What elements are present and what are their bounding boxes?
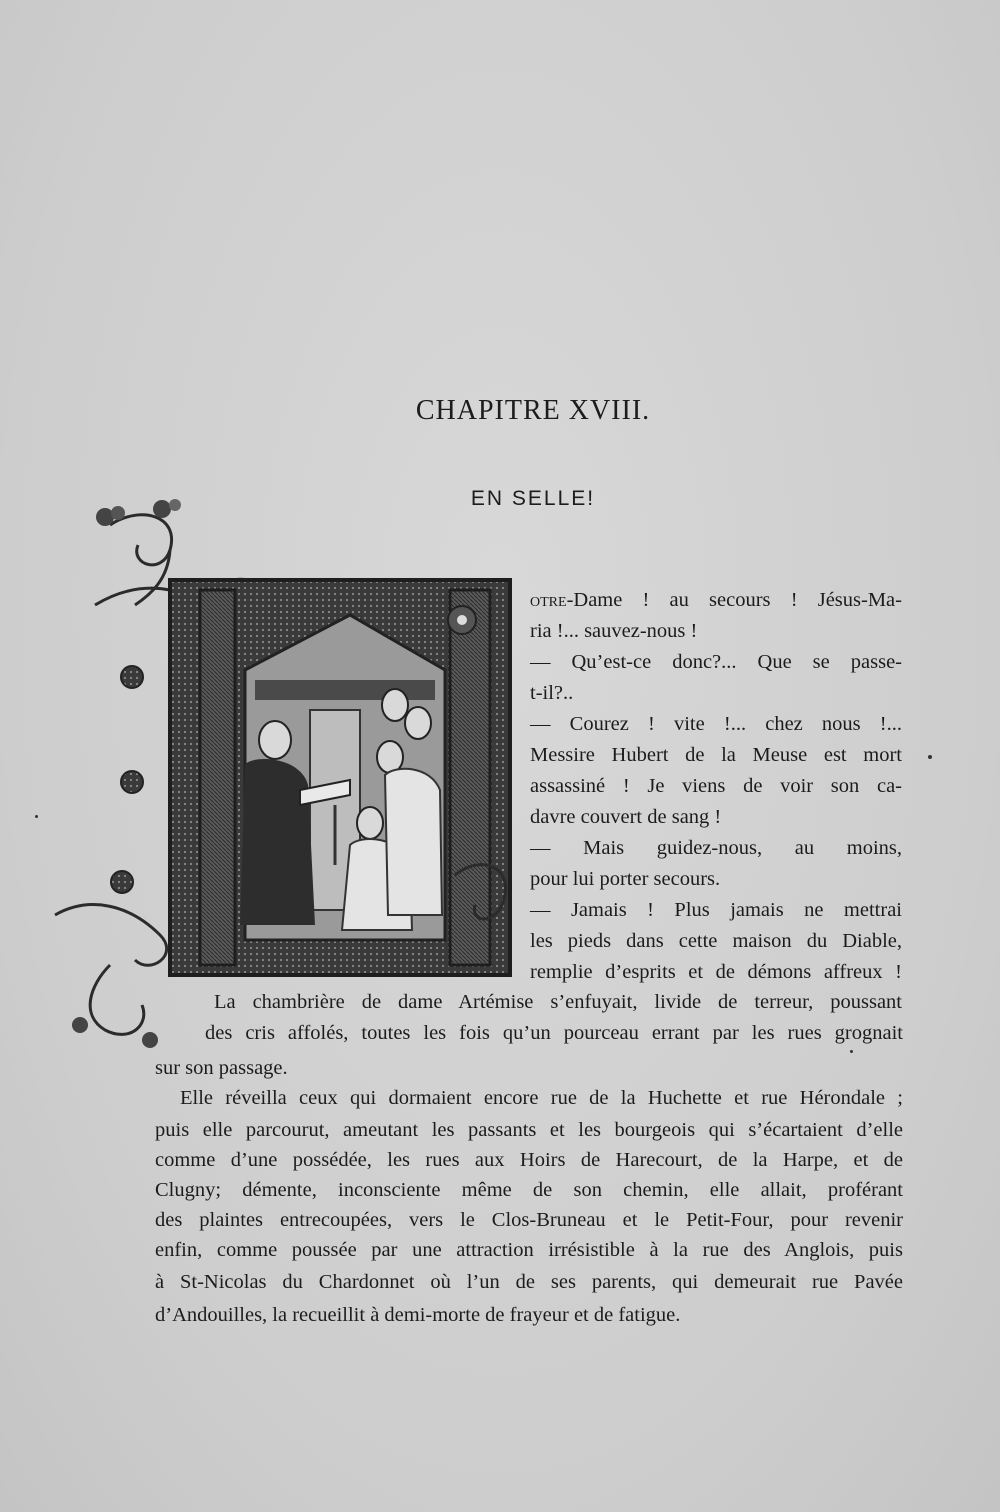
text-line: enfin, comme poussée par une attraction irrésistible à la rue des Anglois, puis <box>155 1239 903 1261</box>
text-line: davre couvert de sang ! <box>530 806 722 828</box>
text-line: ria !... sauvez-nous ! <box>530 620 698 642</box>
text-line: comme d’une possédée, les rues aux Hoirs de Harecourt, de la Harpe, et de <box>155 1149 903 1171</box>
text-line: d’Andouilles, la recueillit à demi-morte de frayeur et de fatigue. <box>155 1304 681 1326</box>
text-line: puis elle parcourut, ameutant les passants et les bourgeois qui s’écartaient d’elle <box>155 1119 903 1141</box>
text-line: à St-Nicolas du Chardonnet où l’un de ses parents, qui demeurait rue Pavée <box>155 1271 903 1293</box>
print-speck <box>35 815 38 818</box>
text-line: des cris affolés, toutes les fois qu’un pourceau errant par les rues grognait <box>205 1022 903 1044</box>
chapter-title: CHAPITRE XVIII. <box>415 395 651 426</box>
text-line: des plaintes entrecoupées, vers le Clos-Bruneau et le Petit-Four, pour revenir <box>155 1209 903 1231</box>
text-line: sur son passage. <box>155 1057 288 1079</box>
text-line: Elle réveilla ceux qui dormaient encore rue de la Huchette et rue Hérondale ; <box>180 1087 903 1109</box>
print-speck <box>928 755 932 759</box>
text-line <box>530 590 902 611</box>
text-line: pour lui porter secours. <box>530 868 721 890</box>
text-line: les pieds dans cette maison du Diable, <box>530 930 902 952</box>
text-line-rest: -Dame ! au secours ! Jésus-Ma- <box>566 589 902 611</box>
text-line: La chambrière de dame Artémise s’enfuyait, livide de terreur, poussant <box>214 991 902 1013</box>
text-line: assassiné ! Je viens de voir son ca- <box>530 775 902 797</box>
illuminated-initial-n-icon <box>50 495 520 1060</box>
text-line: remplie d’esprits et de démons affreux ! <box>530 961 902 983</box>
text-line: t-il?.. <box>530 682 574 704</box>
print-speck <box>850 1050 853 1053</box>
text-line: — Mais guidez-nous, au moins, <box>530 837 902 859</box>
section-title: EN SELLE! <box>470 487 596 510</box>
text-line: — Qu’est-ce donc?... Que se passe- <box>530 651 902 673</box>
small-caps-lead: otre <box>530 589 567 611</box>
text-line: Clugny; démente, inconsciente même de son chemin, elle allait, proférant <box>155 1179 903 1201</box>
text-line: — Courez ! vite !... chez nous !... <box>530 713 902 735</box>
text-line: Messire Hubert de la Meuse est mort <box>530 744 902 766</box>
text-line: — Jamais ! Plus jamais ne mettrai <box>530 899 902 921</box>
